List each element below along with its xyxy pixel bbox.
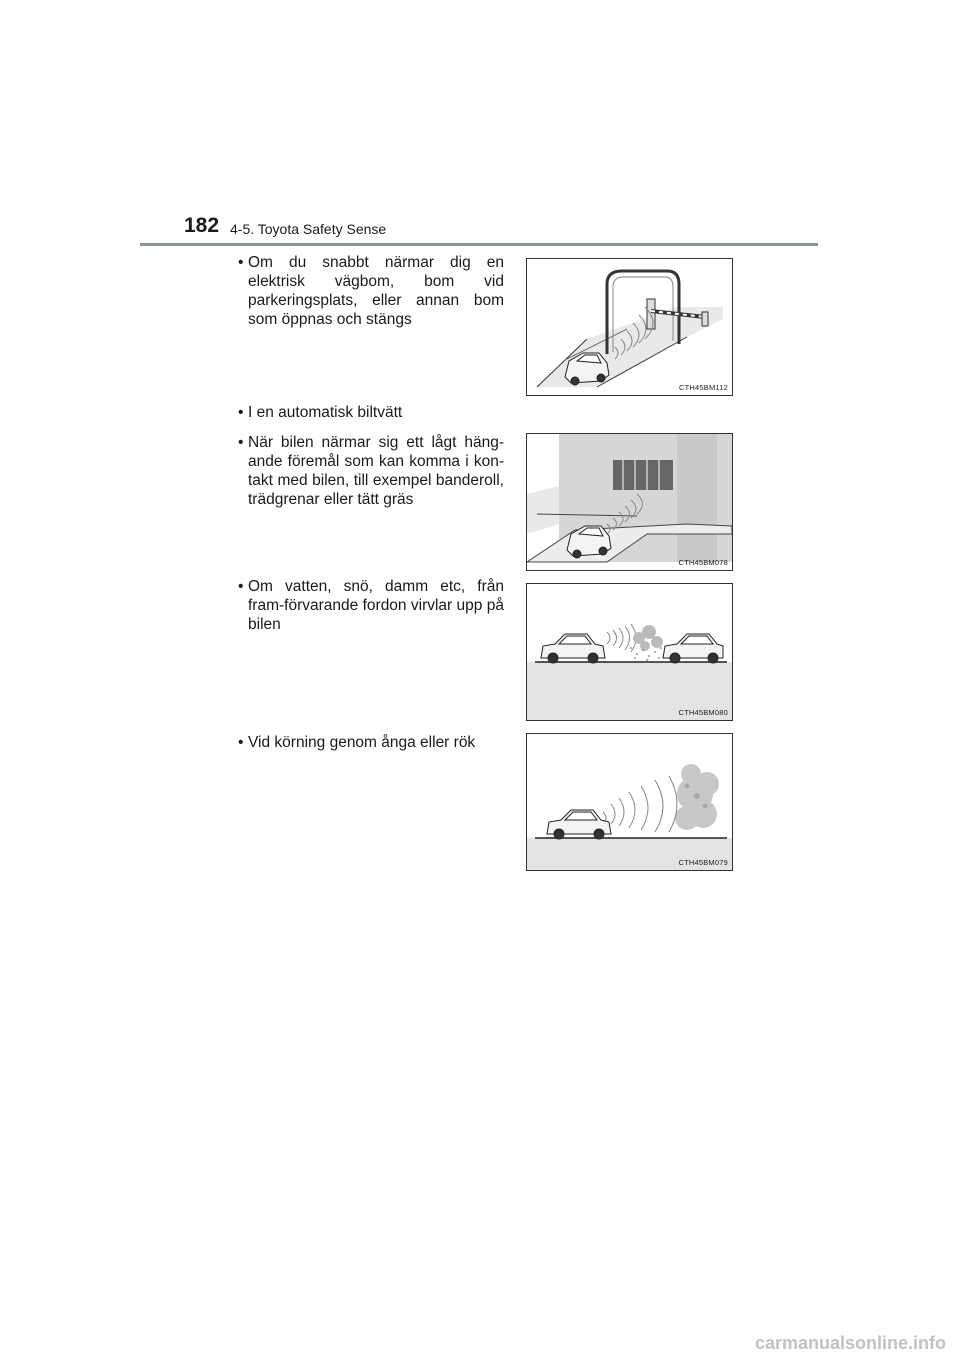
- figure-code: CTH45BM080: [678, 708, 728, 717]
- car-approaching-gate-illustration: [527, 259, 732, 395]
- bullet-text: När bilen närmar sig ett lågt häng-ande föremål som kan komma i kon-takt med bilen, till exempel banderoll, trädgrenar eller tätt gräs: [248, 434, 504, 508]
- bullet-marker: •: [238, 434, 244, 451]
- bullet-marker: •: [238, 404, 244, 421]
- figure-hanging: [526, 433, 733, 571]
- bullet-item: [232, 433, 504, 509]
- car-approaching-hanging-object-illustration: [527, 434, 732, 570]
- figure-code: CTH45BM112: [679, 383, 728, 392]
- bullet-text: Vid körning genom ånga eller rök: [248, 734, 476, 751]
- car-behind-car-spray-illustration: [527, 584, 732, 720]
- bullet-text: I en automatisk biltvätt: [248, 404, 403, 421]
- header-rule: [140, 243, 818, 246]
- car-driving-into-smoke-illustration: [527, 734, 732, 870]
- figure-code: CTH45BM078: [678, 558, 728, 567]
- section-title: 4-5. Toyota Safety Sense: [230, 221, 387, 237]
- figure-smoke: [526, 733, 733, 871]
- bullet-item: [232, 577, 504, 634]
- bullet-item: [232, 403, 504, 422]
- bullet-marker: •: [238, 254, 244, 271]
- bullet-item: [232, 253, 504, 329]
- bullet-marker: •: [238, 578, 244, 595]
- figure-gate: [526, 258, 733, 396]
- page-number: 182: [184, 214, 220, 237]
- bullet-marker: •: [238, 734, 244, 751]
- bullet-item: [232, 733, 504, 752]
- figure-code: CTH45BM079: [678, 858, 728, 867]
- bullet-text: Om vatten, snö, damm etc, från fram-förvarande fordon virvlar upp på bilen: [248, 578, 504, 633]
- watermark: carmanualsonline.info: [754, 1333, 946, 1353]
- figure-spray: [526, 583, 733, 721]
- bullet-text: Om du snabbt närmar dig en elektrisk vägbom, bom vid parkeringsplats, eller annan bom som öppnas och stängs: [248, 254, 504, 328]
